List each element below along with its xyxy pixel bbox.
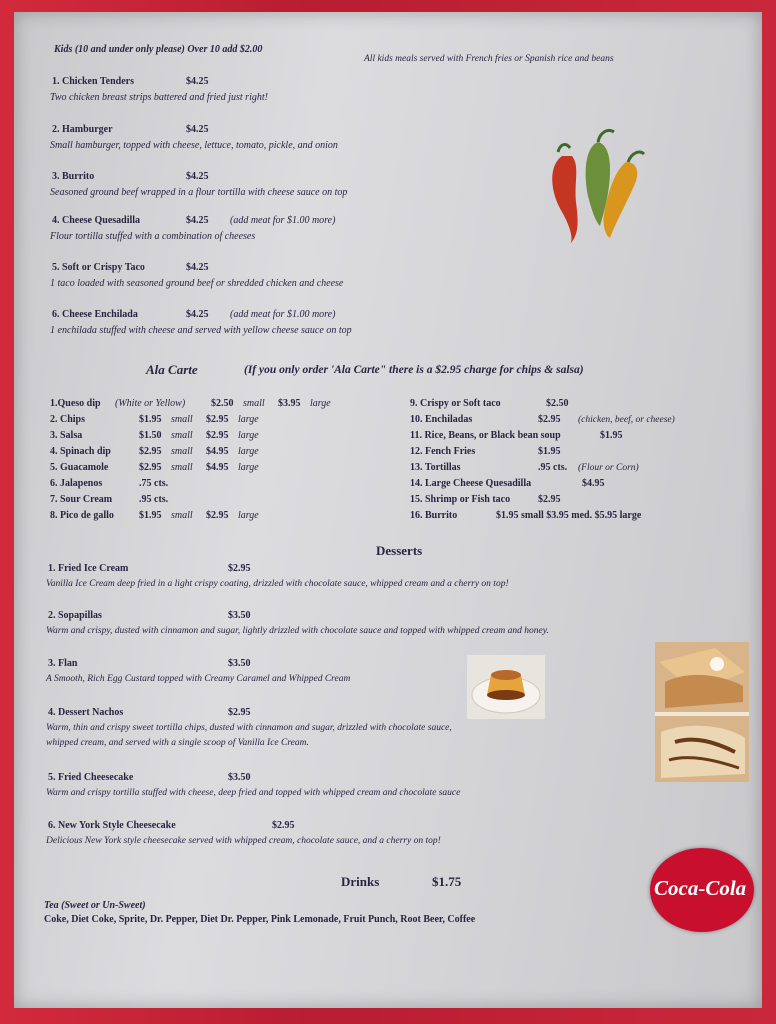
flan-photo [467,655,545,719]
dessert-item-name: 3. Flan [48,658,78,669]
alacarte-item-price: $2.50 [546,398,569,409]
alacarte-item-size-large: large [238,430,259,441]
alacarte-item-name: 13. Tortillas [410,462,461,473]
kids-item-name: 5. Soft or Crispy Taco [52,262,145,273]
dessert-item-price: $2.95 [228,707,251,718]
alacarte-item-name: 10. Enchiladas [410,414,473,425]
alacarte-item-name: 1.Queso dip [50,398,101,409]
alacarte-item-price: .95 cts. [538,462,568,473]
alacarte-item-note: (chicken, beef, or cheese) [578,415,675,425]
kids-item-price: $4.25 [186,124,209,135]
alacarte-item-price-large: $4.95 [206,446,229,457]
kids-item-desc: Two chicken breast strips battered and fried just right! [50,92,268,103]
alacarte-item-price: $2.50 [211,398,234,409]
alacarte-item-name: 8. Pico de gallo [50,510,114,521]
drinks-price: $1.75 [432,874,462,889]
dessert-item-desc-2: whipped cream, and served with a single scoop of Vanilla Ice Cream. [46,738,309,748]
alacarte-item-option: (White or Yellow) [115,398,186,409]
alacarte-item-price-large: $3.95 [278,398,301,409]
alacarte-item-price: .75 cts. [139,478,169,489]
dessert-item-price: $3.50 [228,658,251,669]
dessert-item-price: $3.50 [228,610,251,621]
dessert-item-price: $2.95 [228,563,251,574]
alacarte-item-price: $4.95 [582,478,605,489]
menu-page [14,12,762,1008]
dessert-item-desc: Delicious New York style cheesecake served with whipped cream, chocolate sauce, and a cherry on top! [46,836,441,846]
drinks-list: Coke, Diet Coke, Sprite, Dr. Pepper, Diet Dr. Pepper, Pink Lemonade, Fruit Punch, Root Beer, Coffee [44,914,476,925]
kids-item-desc: 1 enchilada stuffed with cheese and served with yellow cheese sauce on top [50,325,352,336]
kids-item-price: $4.25 [186,215,209,226]
alacarte-item-size: small [171,446,193,457]
alacarte-item-price-large: $2.95 [206,510,229,521]
alacarte-item-price-large: $4.95 [206,462,229,473]
kids-item-price: $4.25 [186,76,209,87]
kids-item-extra: (add meat for $1.00 more) [230,215,336,226]
kids-item-desc: Small hamburger, topped with cheese, lettuce, tomato, pickle, and onion [50,140,338,151]
alacarte-item-name: 7. Sour Cream [50,494,113,505]
dessert-item-desc: Warm and crispy tortilla stuffed with cheese, deep fried and topped with whipped cream and chocolate sauce [46,788,461,798]
alacarte-item-name: 11. Rice, Beans, or Black bean soup [410,430,561,441]
drinks-tea: Tea (Sweet or Un-Sweet) [44,900,146,911]
alacarte-item-name: 14. Large Cheese Quesadilla [410,478,532,489]
dessert-item-name: 2. Sopapillas [48,610,102,621]
kids-item-price: $4.25 [186,309,209,320]
kids-item-name: 4. Cheese Quesadilla [52,215,141,226]
alacarte-item-price-large: $2.95 [206,430,229,441]
coca-cola-logo [650,848,754,932]
alacarte-note: (If you only order 'Ala Carte" there is a $2.95 charge for chips & salsa) [244,364,584,376]
alacarte-item-size: small [171,462,193,473]
kids-item-name: 3. Burrito [52,171,95,182]
kids-heading: Kids (10 and under only please) Over 10 add $2.00 [54,44,263,55]
alacarte-item-price-large: $2.95 [206,414,229,425]
alacarte-item-note: (Flour or Corn) [578,463,639,473]
dessert-item-desc: Vanilla Ice Cream deep fried in a light crispy coating, drizzled with chocolate sauce, whipped cream and a cherry on top! [46,579,509,589]
dessert-item-desc: Warm, thin and crispy sweet tortilla chips, dusted with cinnamon and sugar, drizzled with chocolate sauce, [46,723,452,733]
alacarte-item-price: $2.95 [538,494,561,505]
alacarte-item-name: 4. Spinach dip [50,446,111,457]
alacarte-item-price: $2.95 [139,446,162,457]
dessert-item-desc: A Smooth, Rich Egg Custard topped with Creamy Caramel and Whipped Cream [46,674,351,684]
kids-item-price: $4.25 [186,262,209,273]
alacarte-item-price: $1.95 [600,430,623,441]
dessert-item-name: 5. Fried Cheesecake [48,772,134,783]
desserts-title: Desserts [376,543,423,558]
chili-peppers-icon [540,122,652,246]
alacarte-item-name: 16. Burrito [410,510,458,521]
kids-item-extra: (add meat for $1.00 more) [230,309,336,320]
kids-item-price: $4.25 [186,171,209,182]
alacarte-item-size: small [243,398,265,409]
alacarte-item-name: 9. Crispy or Soft taco [410,398,501,409]
alacarte-title: Ala Carte [146,362,198,377]
alacarte-item-size: small [171,430,193,441]
kids-item-desc: Flour tortilla stuffed with a combination of cheeses [50,231,256,242]
alacarte-item-price: $2.95 [538,414,561,425]
alacarte-item-size: small [171,414,193,425]
kids-item-name: 6. Cheese Enchilada [52,309,138,320]
kids-item-name: 1. Chicken Tenders [52,76,134,87]
alacarte-item-price: $1.50 [139,430,162,441]
alacarte-item-name: 2. Chips [50,414,86,425]
kids-item-desc: Seasoned ground beef wrapped in a flour tortilla with cheese sauce on top [50,187,348,198]
alacarte-item-size-large: large [310,398,331,409]
drinks-title: Drinks [341,874,380,889]
sopapilla-photo [655,642,749,782]
dessert-item-price: $2.95 [272,820,295,831]
alacarte-item-size-large: large [238,414,259,425]
dessert-item-name: 1. Fried Ice Cream [48,563,129,574]
alacarte-item-name: 15. Shrimp or Fish taco [410,494,511,505]
alacarte-item-size-large: large [238,446,259,457]
dessert-item-name: 6. New York Style Cheesecake [48,820,176,831]
alacarte-item-price: $1.95 [538,446,561,457]
alacarte-item-name: 5. Guacamole [50,462,109,473]
alacarte-item-name: 3. Salsa [50,430,83,441]
alacarte-item-size-large: large [238,462,259,473]
alacarte-item-price: $1.95 [139,510,162,521]
kids-item-name: 2. Hamburger [52,124,113,135]
alacarte-item-size-large: large [238,510,259,521]
dessert-item-price: $3.50 [228,772,251,783]
alacarte-item-size: small [171,510,193,521]
dessert-item-name: 4. Dessert Nachos [48,707,124,718]
alacarte-item-price: $2.95 [139,462,162,473]
kids-note: All kids meals served with French fries or Spanish rice and beans [364,54,614,64]
coca-cola-logo-text: Coca-Cola [654,876,747,900]
dessert-item-desc: Warm and crispy, dusted with cinnamon and sugar, lightly drizzled with chocolate sauce and topped with whipped cream and honey. [46,626,549,636]
alacarte-item-price: $1.95 [139,414,162,425]
alacarte-item-name: 6. Jalapenos [50,478,103,489]
alacarte-item-price: $1.95 small $3.95 med. $5.95 large [496,510,642,521]
kids-item-desc: 1 taco loaded with seasoned ground beef or shredded chicken and cheese [50,278,344,289]
alacarte-item-name: 12. Fench Fries [410,446,476,457]
alacarte-item-price: .95 cts. [139,494,169,505]
